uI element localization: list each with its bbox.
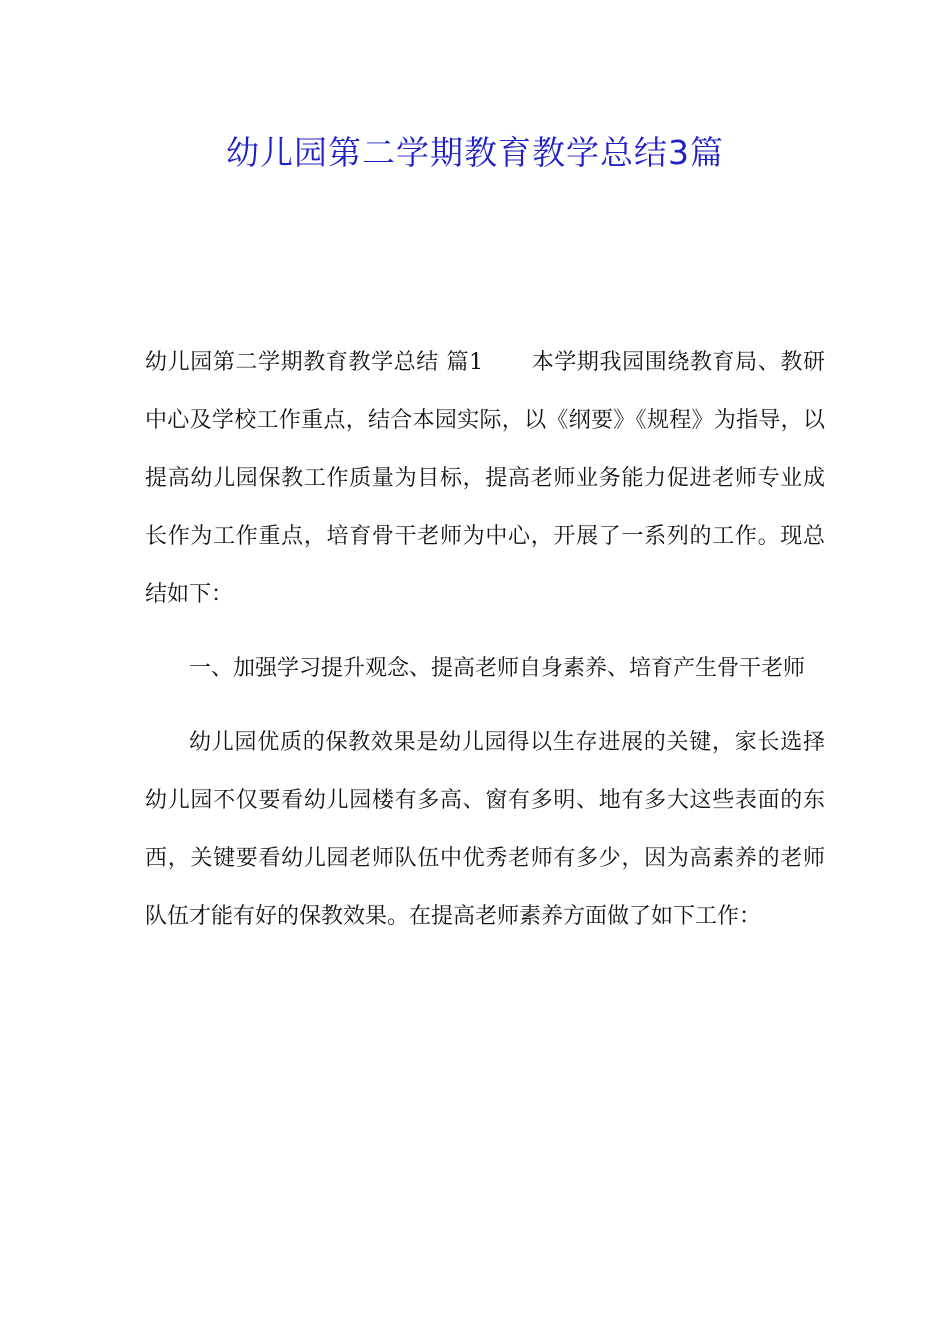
paragraph-intro-text: 本学期我园围绕教育局、教研中心及学校工作重点，结合本园实际，以《纲要》《规程》为指导，以提高幼儿园保教工作质量为目标，提高老师业务能力促进老师专业成长作为工作重点，培育骨干老师为中心，开展了一系列的工作。现总结如下： [145,350,825,607]
document-title: 幼儿园第二学期教育教学总结3篇 [226,133,724,172]
section-heading-1: 幼儿园第二学期教育教学总结 篇1 [145,350,484,375]
paragraph-intro [145,334,825,624]
paragraph-quality: 幼儿园优质的保教效果是幼儿园得以生存进展的关键，家长选择幼儿园不仅要看幼儿园楼有多高、窗有多明、地有多大这些表面的东西，关键要看幼儿园老师队伍中优秀老师有多少，因为高素养的老师队伍才能有好的保教效果。在提高老师素养方面做了如下工作： [145,730,825,929]
section-heading-one: 一、加强学习提升观念、提高老师自身素养、培育产生骨干老师 [189,656,806,681]
document-body [145,334,825,962]
